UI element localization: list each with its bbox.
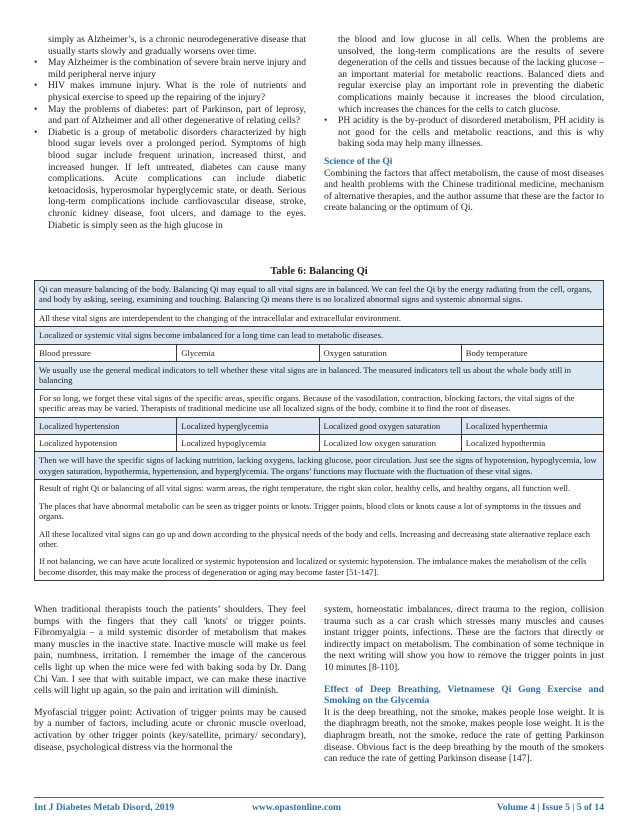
bullet-list [324,115,604,150]
table-cell: Localized hypothermia [461,435,603,452]
table-cell: We usually use the general medical indicators to tell whether these vital signs are in balanced. The measured indicators tell us about the whole body still in balancing [35,362,604,390]
table-cell: For so long, we forget these vital signs of the specific areas, specific organs. Because of the vasodilation, contraction, blocking factors, the vital signs of the specific areas may be varied. Therapists of traditional medicine use all localized signs of the body, combine it to find the root of diseases. [35,389,604,417]
cell-paragraph: Result of right Qi or balancing of all vital signs: warm areas, the right temperature, the right skin color, healthy cells, and healthy organs, all function well. [39,483,571,494]
left-column-top [34,34,306,231]
table-cell: Localized hypertension [35,417,177,434]
cell-paragraph: All these localized vital signs can go up and down according to the physical needs of the body and cells. Increasing and decreasing state alternative replace each other. [39,528,590,549]
right-column-bottom [324,604,604,765]
list-item: • HIV makes immune injury. What is the role of nutrients and physical exercise to speed up the repairing of the injury? [34,80,306,103]
intro-text: simply as Alzheimer’s, is a chronic neurodegenerative disease that usually starts slowly and gradually worsens over time. [48,34,306,57]
website-link[interactable]: www.opastonline.com [252,802,342,813]
body-paragraph: Myofascial trigger point: Activation of trigger points may be caused by a number of factors, including acute or chronic muscle overload, activation by other trigger points (key/satellite, primary/ secondary), disease, psychological distress via the hormonal the [34,706,306,753]
table-row [35,417,604,434]
table-cell: Localized hyperthermia [461,417,603,434]
table-cell: Localized low oxygen saturation [319,435,461,452]
journal-citation: Int J Diabetes Metab Disord, 2019 [34,802,175,813]
list-item: • Diabetic is a group of metabolic disorders characterized by high blood sugar levels over a prolonged period. Symptoms of high blood sugar include frequent urination, increased thirst, and increased hunger. If left untreated, diabetes can cause many complications. Acute complications can include diabetic ketoacidosis, hyperosmolar hyperglycemic state, or death. Serious long-term complications include cardiovascular disease, stroke, chronic kidney disease, foot ulcers, and damage to the eyes. Diabetic is simply seen as the high glucose in [34,127,306,231]
volume-info: Volume 4 | Issue 5 | 5 of 14 [496,802,604,813]
section-text: Combining the factors that affect metabolism, the cause of most diseases and health problems with the Chinese traditional medicine, mechanism of alternative therapies, and the author assume that these are the factor to create balancing or the optimum of Qi. [324,167,604,214]
table-row [35,327,604,344]
table-cell: Blood pressure [35,344,177,361]
table-cell: Localized or systemic vital signs become imbalanced for a long time can lead to metabolic diseases. [35,327,604,344]
table-cell: Then we will have the specific signs of lacking nutrition, lacking oxygens, lacking glucose, poor circulation. Just see the signs of hypotension, hypoglycemia, low oxygen saturation, hypothermia, hypertension, and hyperglycemia. The organs’ functions may fluctuate with the fluctuation of these vital signs. [35,452,604,480]
body-paragraph: When traditional therapists touch the patients’ shoulders. They feel bumps with the fingers that they call 'knots' or trigger points. Fibromyalgia – a mild systemic disorder of metabolism that makes many muscles in the inactive state. Inactive muscle will make us feel pain, numbness, irritation. I remember the image of the cancerous cells light up when the mice were fed with baking soda by Dr. Dang Chi Van. I see that with suitable impact, we can make these inactive cells will light up again, so the pain and irritation will diminish. [34,604,306,697]
table-cell: Oxygen saturation [319,344,461,361]
balancing-qi-table [34,280,604,581]
table-cell: Localized good oxygen saturation [319,417,461,434]
list-item: • May Alzheimer is the combination of severe brain nerve injury and mild peripheral nerve injury [34,57,306,80]
right-column-top [324,34,604,214]
table-row [35,281,604,310]
table-row [35,362,604,390]
page-footer [34,797,604,813]
table-row [35,480,604,581]
continuation-text: the blood and low glucose in all cells. When the problems are unsolved, the long-term complications are the results of severe degeneration of the cells and tissues because of the lacking glucose – an important material for metabolic reactions. Balanced diets and regular exercise play an important role in preventing the diabetic complications mainly because it increases the blood circulation, which increases the chances for the cells to catch glucose. [338,34,604,115]
table-row [35,435,604,452]
list-item: • PH acidity is the by-product of disordered metabolism, PH acidity is not good for the cells and metabolic reactions, and this is why baking soda may help many illnesses. [324,115,604,150]
section-heading: Effect of Deep Breathing, Vietnamese Qi Gong Exercise and Smoking on the Glycemia [324,683,604,707]
table-cell [35,480,604,581]
table-cell: Glycemia [177,344,319,361]
table-row [35,309,604,326]
table-row [35,344,604,361]
cell-paragraph: If not balancing, we can have acute localized or systemic hypotension and localized or systemic hypotension. The imbalance makes the metabolism of the cells become disorder, this may make the process of degeneration or aging may become faster [51-147]. [39,556,587,577]
table-cell: Body temperature [461,344,603,361]
body-paragraph: system, homeostatic imbalances, direct trauma to the region, collision trauma such as a car crash which stresses many muscles and causes instant trigger points, infections. These are the factors that directly or indirectly impact on metabolism. The combination of some technique in the next writing will show you how to remove the trigger points in just 10 minutes [8-110]. [324,604,604,673]
table-cell: Qi can measure balancing of the body. Balancing Qi may equal to all vital signs are in balanced. We can feel the Qi by the energy radiating from the cell, organs, and body by asking, seeing, examining and touching. Balancing Qi means there is no localized abnormal signs and systemic abnormal signs. [35,281,604,310]
table-cell: All these vital signs are interdependent to the changing of the intracellular and extracellular environment. [35,309,604,326]
table-row [35,389,604,417]
table-cell: Localized hypoglycemia [177,435,319,452]
list-item: • May the problems of diabetes: part of Parkinson, part of leprosy, and part of Alzheimer and all other degenerative of relating cells? [34,104,306,127]
table-cell: Localized hyperglycemia [177,417,319,434]
cell-paragraph: The places that have abnormal metabolic can be seen as trigger points or knots. Trigger points, blood clots or knots cause a lot of symptoms in the tissues and organs. [39,500,581,522]
table-title: Table 6: Balancing Qi [270,266,368,277]
bullet-list [34,57,306,231]
section-heading: Science of the Qi [324,155,393,167]
left-column-bottom [34,604,306,753]
table-row [35,452,604,480]
section-text: It is the deep breathing, not the smoke, makes people lose weight. It is the diaphragm breath, not the smoke, makes people lose weight. It is the diaphragm breath, not the smoke, reduce the rate of getting Parkinson disease. Obvious fact is the deep breathing by the mouth of the smokers can reduce the rate of getting Parkinson disease [147]. [324,706,604,765]
table-cell: Localized hypotension [35,435,177,452]
